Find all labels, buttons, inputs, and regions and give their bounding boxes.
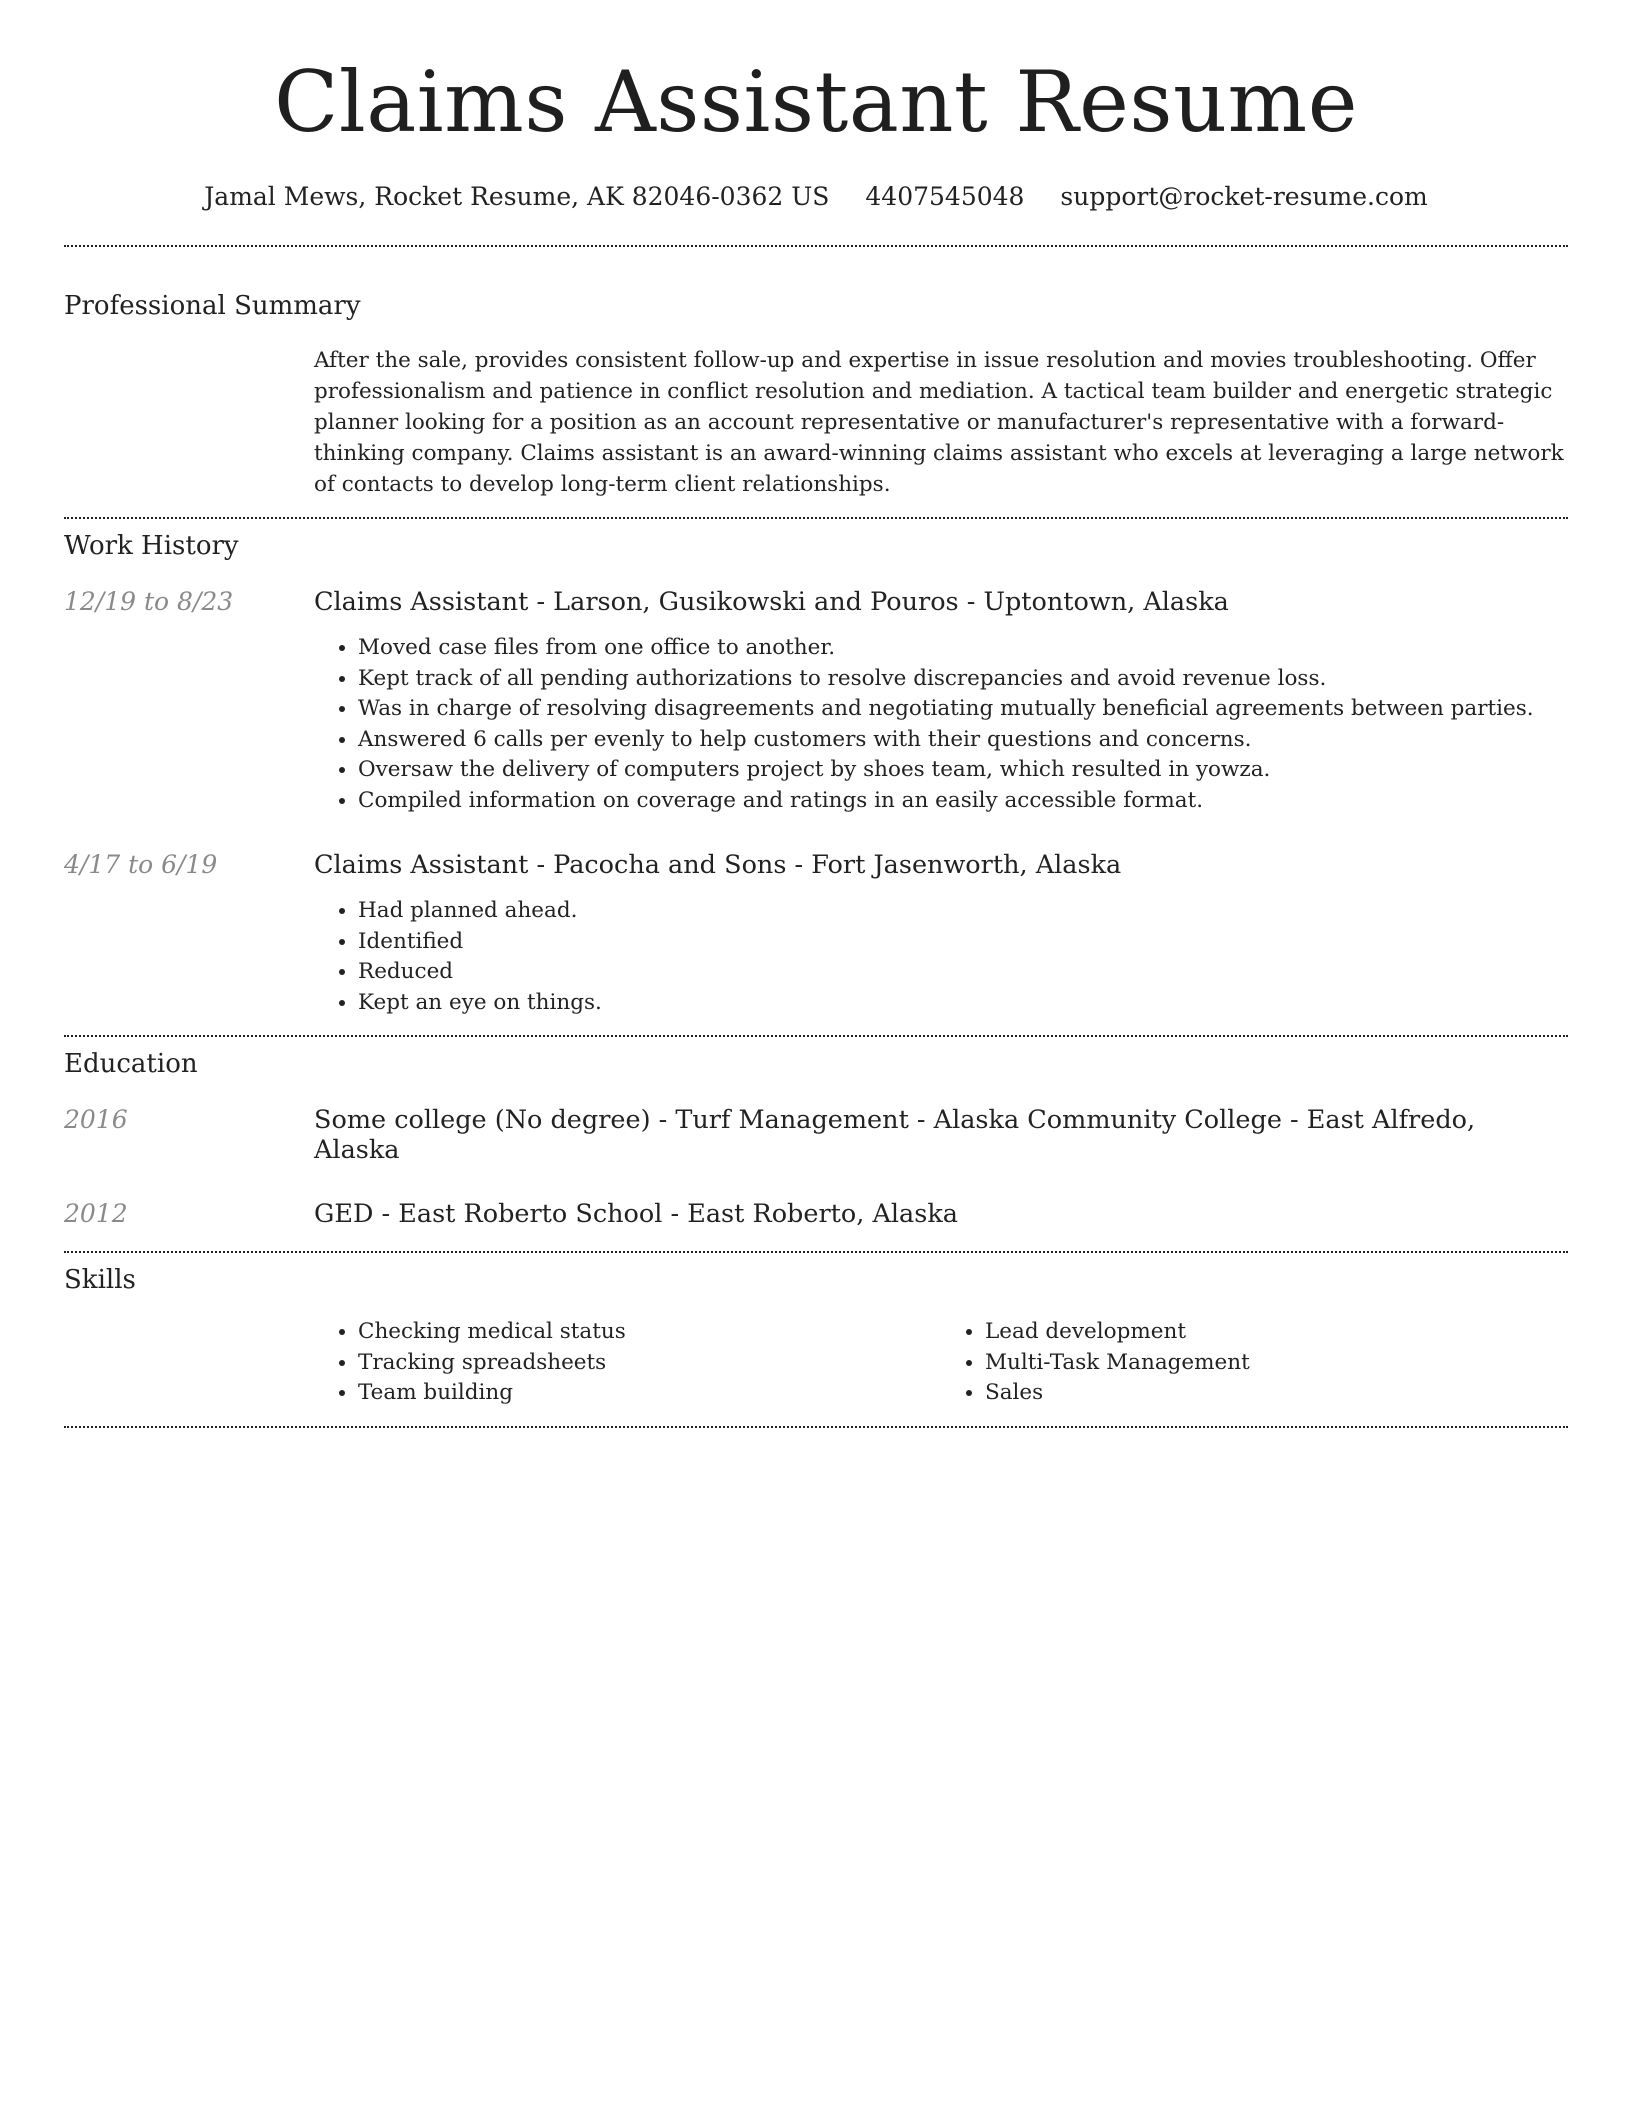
education-entry <box>64 1199 1568 1229</box>
skill-item: • Checking medical status <box>358 1317 941 1348</box>
job-role: Claims Assistant <box>314 850 529 880</box>
skills-list <box>314 1317 1568 1409</box>
job-role: Claims Assistant <box>314 587 529 617</box>
divider <box>64 1426 1568 1428</box>
job-body <box>314 850 1568 1018</box>
summary-text: After the sale, provides consistent follow-up and expertise in issue resolution and movies troubleshooting. Offer professionalism and patience in conflict resolution and mediation. A tactical team builder and energetic strategic planner looking for a position as an account representative or manufacturer's representative with a forward-thinking company. Claims assistant is an award-winning claims assistant who excels at leveraging a large network of contacts to develop long-term client relationships. <box>314 348 1564 497</box>
education-detail: - East Roberto School - East Roberto, Alaska <box>373 1199 958 1229</box>
job-title <box>314 587 1568 617</box>
list-item: • Identified <box>358 927 1568 958</box>
divider <box>64 1251 1568 1253</box>
list-item: • Answered 6 calls per evenly to help customers with their questions and concerns. <box>358 725 1568 756</box>
resume-title: Claims Assistant Resume <box>274 53 1358 151</box>
skill-item: • Team building <box>358 1378 941 1409</box>
skill-item: • Multi-Task Management <box>985 1348 1568 1379</box>
education-title <box>314 1199 1568 1229</box>
list-item: • Kept an eye on things. <box>358 988 1568 1019</box>
education-title <box>314 1105 1568 1165</box>
list-item: • Oversaw the delivery of computers project by shoes team, which resulted in yowza. <box>358 755 1568 786</box>
list-item: • Was in charge of resolving disagreements and negotiating mutually beneficial agreements between parties. <box>358 694 1568 725</box>
divider <box>64 245 1568 247</box>
education-degree: GED <box>314 1199 374 1229</box>
divider <box>64 1035 1568 1037</box>
education-detail: - Alaska Community College - East Alfredo, Alaska <box>314 1105 1476 1165</box>
skill-item: • Lead development <box>985 1317 1568 1348</box>
education-degree: Some college (No degree) - Turf Management <box>314 1105 909 1135</box>
list-item: • Moved case files from one office to another. <box>358 633 1568 664</box>
resume-page <box>64 0 1568 1428</box>
job-body <box>314 587 1568 816</box>
contact-phone: 4407545048 <box>865 182 1025 211</box>
job-title <box>314 850 1568 880</box>
education-heading: Education <box>64 1049 198 1079</box>
list-item: • Reduced <box>358 957 1568 988</box>
job-entry <box>64 587 1568 816</box>
job-dates: 12/19 to 8/23 <box>64 587 234 616</box>
list-item: • Kept track of all pending authorizations to resolve discrepancies and avoid revenue loss. <box>358 664 1568 695</box>
education-entry <box>64 1105 1568 1165</box>
education-year: 2016 <box>64 1105 128 1134</box>
contact-line <box>64 182 1568 211</box>
job-entry <box>64 850 1568 1018</box>
skills-column-right <box>941 1317 1568 1409</box>
job-dates: 4/17 to 6/19 <box>64 850 218 879</box>
skills-heading: Skills <box>64 1265 136 1295</box>
list-item: • Compiled information on coverage and ratings in an easily accessible format. <box>358 786 1568 817</box>
skills-column-left <box>314 1317 941 1409</box>
job-detail: - Larson, Gusikowski and Pouros - Uptontown, Alaska <box>528 587 1229 617</box>
contact-email: support@rocket-resume.com <box>1060 182 1428 211</box>
contact-address: Jamal Mews, Rocket Resume, AK 82046-0362 US <box>204 182 830 211</box>
divider <box>64 517 1568 519</box>
job-detail: - Pacocha and Sons - Fort Jasenworth, Alaska <box>528 850 1122 880</box>
list-item: • Had planned ahead. <box>358 896 1568 927</box>
skill-item: • Sales <box>985 1378 1568 1409</box>
work-heading: Work History <box>64 531 239 561</box>
job-bullets <box>314 633 1568 816</box>
job-bullets <box>314 896 1568 1018</box>
skill-item: • Tracking spreadsheets <box>358 1348 941 1379</box>
education-year: 2012 <box>64 1199 128 1228</box>
summary-heading: Professional Summary <box>64 291 361 321</box>
